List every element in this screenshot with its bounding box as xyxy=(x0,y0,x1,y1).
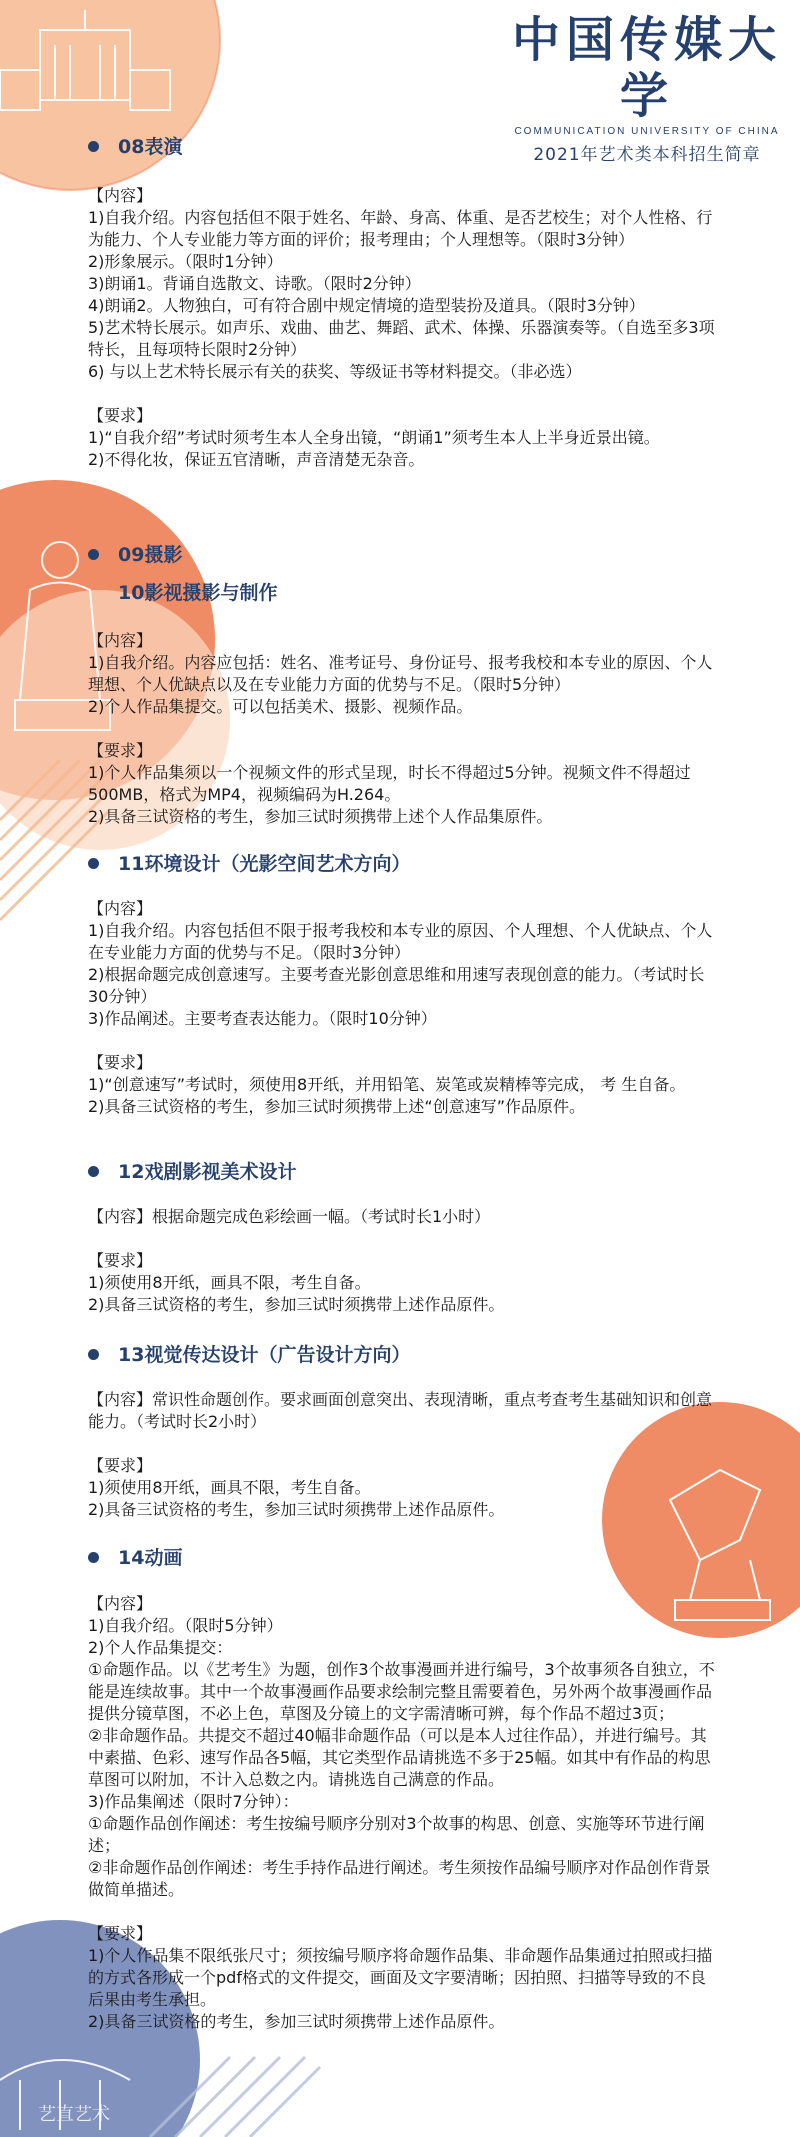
logo-english-name: COMMUNICATION UNIVERSITY OF CHINA xyxy=(514,126,780,137)
section-bullet xyxy=(88,1552,99,1563)
section-title-12: 12戏剧影视美术设计 xyxy=(118,1161,297,1183)
brochure-subtitle: 2021年艺术类本科招生简章 xyxy=(533,145,761,165)
section-bullet xyxy=(88,141,99,152)
section-bullet xyxy=(88,1166,99,1177)
section-bullet xyxy=(88,858,99,869)
watermark-text: 艺直艺术 xyxy=(38,2104,110,2125)
section-title-10: 10影视摄影与制作 xyxy=(118,582,278,604)
section-bullet xyxy=(88,1349,99,1360)
section-title-14: 14动画 xyxy=(118,1547,183,1569)
logo-chinese-name: 中国传媒大学 xyxy=(512,12,783,124)
section-body-12: 【内容】根据命题完成色彩绘画一幅。（考试时长1小时） 【要求】 1)须使用8开纸，画具不限，考生自备。 2)具备三试资格的考生，参加三试时须携带上述作品原件。 xyxy=(88,1207,505,1314)
section-body-08: 【内容】 1)自我介绍。内容包括但不限于姓名、年龄、身高、体重、是否艺校生；对个人性格、行为能力、个人专业能力等方面的评价；报考理由；个人理想等。（限时3分钟） 2)形象展示。（限时1分钟） 3)朗诵1。背诵自选散文、诗歌。（限时2分钟） 4)朗诵2。人物独白，可有符合剧中规定情境的造型装扮及道具。（限时3分钟） 5)艺术特长展示。如声乐、戏曲、曲艺、舞蹈、武术、体操、乐器演奏等。（自选至多3项特长，且每项特长限时2分钟） 6) 与以上艺术特长展示有关的获奖、等级证书等材料提交。（非必选） 【要求】 1)“自我介绍”考试时须考生本人全身出镜，“朗诵1”须考生本人上半身近景出镜。 2)不得化妆，保证五官清晰，声音清楚无杂音。 xyxy=(88,186,715,469)
section-title-11: 11环境设计（光影空间艺术方向） xyxy=(118,853,411,875)
section-bullet xyxy=(88,549,99,560)
section-title-09: 09摄影 xyxy=(118,544,183,566)
section-body-11: 【内容】 1)自我介绍。内容包括但不限于报考我校和本专业的原因、个人理想、个人优缺点、个人在专业能力方面的优势与不足。（限时3分钟） 2)根据命题完成创意速写。主要考查光影创意思维和用速写表现创意的能力。（考试时长30分钟） 3)作品阐述。主要考查表达能力。（限时10分钟） 【要求】 1)“创意速写”考试时，须使用8开纸，并用铅笔、炭笔或炭精棒等完成， 考 生自备。 2)具备三试资格的考生，参加三试时须携带上述“创意速写”作品原件。 xyxy=(88,899,713,1116)
section-body-13: 【内容】常识性命题创作。要求画面创意突出、表现清晰，重点考查考生基础知识和创意能力。（考试时长2小时） 【要求】 1)须使用8开纸，画具不限，考生自备。 2)具备三试资格的考生，参加三试时须携带上述作品原件。 xyxy=(88,1390,713,1519)
university-logo xyxy=(512,12,782,165)
section-body-14: 【内容】 1)自我介绍。（限时5分钟） 2)个人作品集提交： ①命题作品。以《艺考生》为题，创作3个故事漫画并进行编号，3个故事须各自独立，不能是连续故事。其中一个故事漫画作品要求绘制完整且需要着色，另外两个故事漫画作品提供分镜草图，不必上色，草图及分镜上的文字需清晰可辨，每个作品不超过3页； ②非命题作品。共提交不超过40幅非命题作品（可以是本人过往作品），并进行编号。其中素描、色彩、速写作品各5幅，其它类型作品请挑选不多于25幅。如其中有作品的构思草图可以附加，不计入总数之内。请挑选自己满意的作品。 3)作品集阐述（限时7分钟）： ①命题作品创作阐述：考生按编号顺序分别对3个故事的构思、创意、实施等环节进行阐述； ②非命题作品创作阐述：考生手持作品进行阐述。考生须按作品编号顺序对作品创作背景做简单描述。 【要求】 1)个人作品集不限纸张尺寸；须按编号顺序将命题作品集、非命题作品集通过拍照或扫描的方式各形成一个pdf格式的文件提交，画面及文字要清晰；因拍照、扫描等导致的不良后果由考生承担。 2)具备三试资格的考生，参加三试时须携带上述作品原件。 xyxy=(88,1594,715,2031)
section-body-09-10: 【内容】 1)自我介绍。内容应包括：姓名、准考证号、身份证号、报考我校和本专业的原因、个人理想、个人优缺点以及在专业能力方面的优势与不足。（限时5分钟） 2)个人作品集提交。可以包括美术、摄影、视频作品。 【要求】 1)个人作品集须以一个视频文件的形式呈现，时长不得超过5分钟。视频文件不得超过500MB，格式为MP4，视频编码为H.264。 2)具备三试资格的考生，参加三试时须携带上述个人作品集原件。 xyxy=(88,631,713,826)
section-title-13: 13视觉传达设计（广告设计方向） xyxy=(118,1344,411,1366)
section-title-08: 08表演 xyxy=(118,136,183,158)
